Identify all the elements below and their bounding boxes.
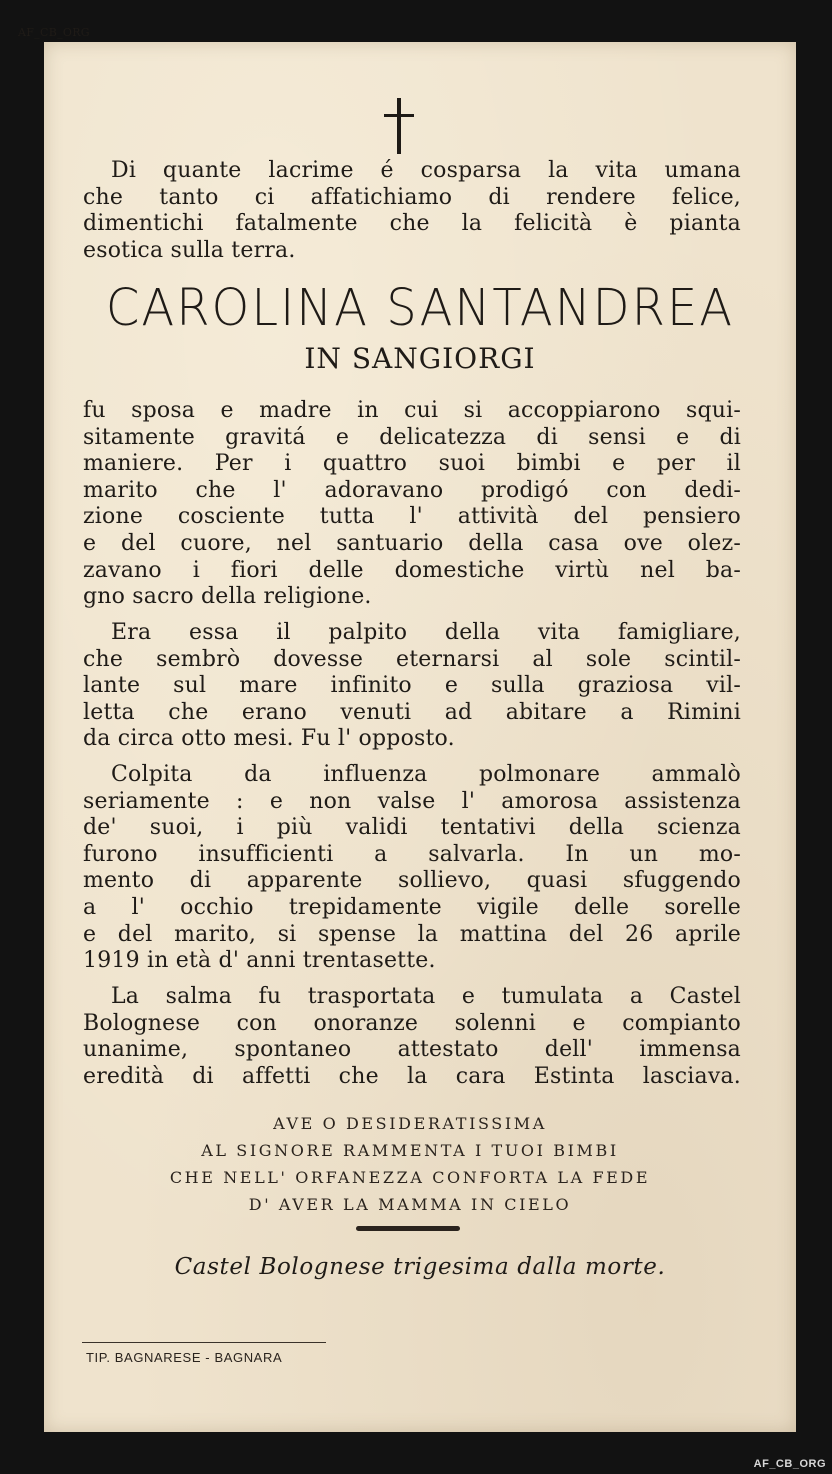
text-line: gno sacro della religione. xyxy=(83,584,372,610)
divider-rule xyxy=(356,1226,460,1231)
text-line: zavano i fiori delle domestiche virtù nel ba- xyxy=(83,557,741,583)
text-line: e del marito, si spense la mattina del 26 aprile xyxy=(83,921,741,947)
intro-line: che tanto ci affatichiamo di rendere felice, xyxy=(83,184,741,210)
text-line: marito che l' adoravano prodigó con dedi- xyxy=(83,477,741,503)
text-line: La salma fu trasportata e tumulata a Castel xyxy=(111,984,741,1009)
text-line: Bolognese con onoranze solenni e compianto xyxy=(83,1010,741,1036)
text-line: mento di apparente sollievo, quasi sfuggendo xyxy=(83,868,741,894)
text-line: che sembrò dovesse eternarsi al sole scintil- xyxy=(83,646,741,672)
text-line: 1919 in età d' anni trentasette. xyxy=(83,948,436,974)
text-line: seriamente : e non valse l' amorosa assistenza xyxy=(83,788,741,814)
intro-line: Di quante lacrime é cosparsa la vita umana xyxy=(111,158,741,183)
printer-credit: TIP. BAGNARESE - BAGNARA xyxy=(86,1350,283,1365)
deceased-name: CAROLINA SANTANDREA xyxy=(105,278,735,338)
text-line: Colpita da influenza polmonare ammalò xyxy=(111,762,741,787)
paragraph-life xyxy=(83,398,741,611)
text-line: fu sposa e madre in cui si accoppiarono squi- xyxy=(83,398,741,423)
paragraph-illness xyxy=(83,762,741,975)
text-line: a l' occhio trepidamente vigile delle sorelle xyxy=(83,894,741,920)
text-line: sitamente gravitá e delicatezza di sensi e di xyxy=(83,424,741,450)
closing-line: Castel Bolognese trigesima dalla morte. xyxy=(174,1254,666,1280)
married-name: IN SANGIORGI xyxy=(304,342,536,375)
cross-icon xyxy=(384,98,414,154)
text-line: eredità di affetti che la cara Estinta lasciava. xyxy=(83,1063,741,1089)
text-line: unanime, spontaneo attestato dell' immensa xyxy=(83,1037,741,1063)
prayer-verse xyxy=(84,1110,736,1218)
text-line: letta che erano venuti ad abitare a Rimini xyxy=(83,699,741,725)
prayer-line: D' AVER LA MAMMA IN CIELO xyxy=(248,1195,572,1214)
prayer-line: AVE O DESIDERATISSIMA xyxy=(273,1114,547,1133)
memorial-card xyxy=(44,42,796,1432)
text-line: da circa otto mesi. Fu l' opposto. xyxy=(83,726,455,752)
prayer-line: CHE NELL' ORFANEZZA CONFORTA LA FEDE xyxy=(169,1168,651,1187)
printer-rule xyxy=(82,1342,326,1343)
prayer-line: AL SIGNORE RAMMENTA I TUOI BIMBI xyxy=(201,1141,619,1160)
intro-verse xyxy=(83,158,741,264)
text-line: furono insufficienti a salvarla. In un mo- xyxy=(83,841,741,867)
text-line: Era essa il palpito della vita famigliare, xyxy=(111,620,741,645)
text-line: de' suoi, i più validi tentativi della scienza xyxy=(83,815,741,841)
intro-line: esotica sulla terra. xyxy=(83,237,296,263)
paragraph-family xyxy=(83,620,741,753)
paragraph-burial xyxy=(83,984,741,1090)
text-line: zione cosciente tutta l' attività del pensiero xyxy=(83,504,741,530)
text-line: maniere. Per i quattro suoi bimbi e per il xyxy=(83,451,741,477)
text-line: lante sul mare infinito e sulla graziosa vil- xyxy=(83,673,741,699)
intro-line: dimentichi fatalmente che la felicità è pianta xyxy=(83,211,741,237)
text-line: e del cuore, nel santuario della casa ove olez- xyxy=(83,530,741,556)
watermark-bottom-right: AF_CB_ORG xyxy=(753,1458,826,1470)
watermark-top-left: AF_CB_ORG xyxy=(18,26,90,39)
